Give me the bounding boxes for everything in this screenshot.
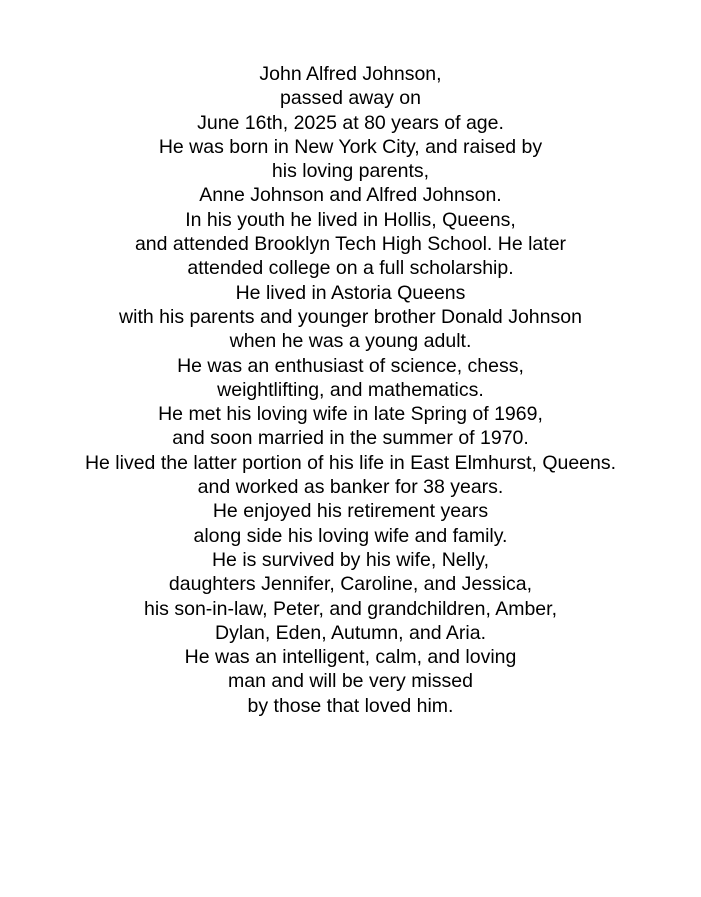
obituary-line: passed away on — [280, 87, 421, 110]
obituary-line: attended college on a full scholarship. — [187, 257, 514, 280]
obituary-line: and attended Brooklyn Tech High School. He later — [134, 233, 567, 256]
obituary-line: by those that loved him. — [247, 694, 454, 717]
obituary-line: and soon married in the summer of 1970. — [172, 427, 529, 450]
obituary-line: his son-in-law, Peter, and grandchildren, Amber, — [144, 597, 557, 620]
obituary-line: He met his loving wife in late Spring of 1969, — [158, 403, 543, 426]
obituary-line: along side his loving wife and family. — [193, 524, 508, 547]
obituary-line: his loving parents, — [271, 160, 430, 183]
obituary-line: with his parents and younger brother Donald Johnson — [119, 305, 582, 328]
obituary-line: John Alfred Johnson, — [259, 63, 442, 85]
obituary-text — [0, 62, 701, 718]
obituary-line: Anne Johnson and Alfred Johnson. — [199, 184, 502, 207]
obituary-line: He was an intelligent, calm, and loving — [184, 646, 517, 669]
obituary-line: He lived in Astoria Queens — [235, 281, 466, 304]
obituary-line: weightlifting, and mathematics. — [217, 378, 484, 401]
obituary-line: June 16th, 2025 at 80 years of age. — [197, 111, 504, 134]
obituary-line: and worked as banker for 38 years. — [197, 476, 504, 499]
obituary-line: He was an enthusiast of science, chess, — [177, 354, 524, 377]
obituary-line: man and will be very missed — [228, 670, 473, 693]
obituary-line: He was born in New York City, and raised by — [158, 135, 543, 158]
obituary-line: He lived the latter portion of his life in East Elmhurst, Queens. — [84, 451, 617, 474]
obituary-line: Dylan, Eden, Autumn, and Aria. — [214, 621, 486, 644]
obituary-line: In his youth he lived in Hollis, Queens, — [185, 208, 516, 231]
obituary-line: He is survived by his wife, Nelly, — [211, 548, 490, 571]
obituary-line: daughters Jennifer, Caroline, and Jessica, — [168, 573, 533, 596]
obituary-line: He enjoyed his retirement years — [212, 500, 489, 523]
obituary-line: when he was a young adult. — [229, 330, 472, 353]
